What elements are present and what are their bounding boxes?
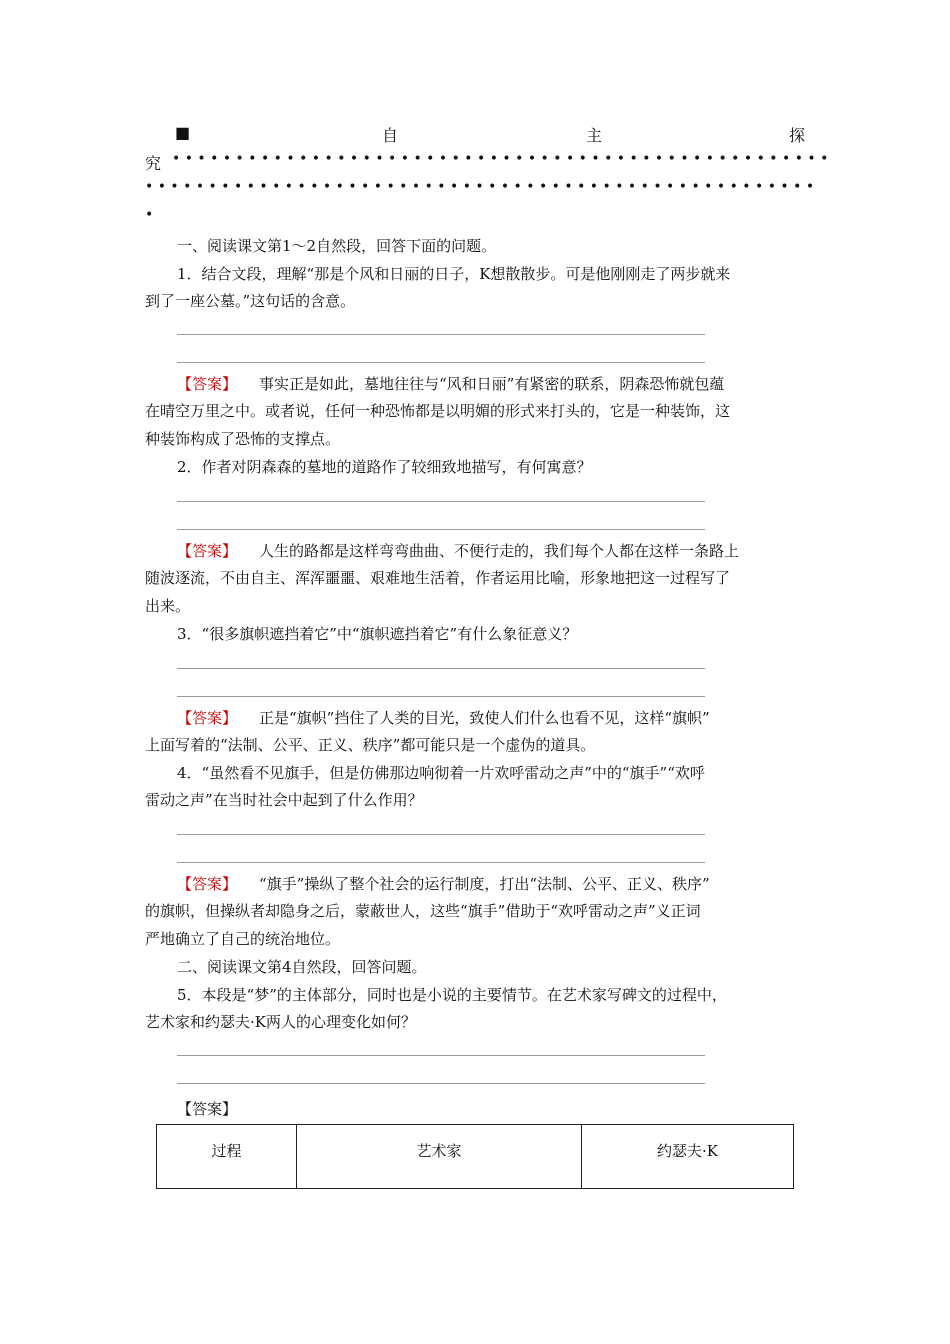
answer-4-line-3: 严地确立了自己的统治地位。 (145, 930, 341, 948)
answer-text: 事实正是如此，墓地往往与“风和日丽”有紧密的联系，阴森恐怖就包蕴 (259, 375, 725, 393)
dot-leader-1: • • • • • • • • • • • • • • • • • • • • • • • • • • • • • • • • • • • • • • • • • • • • • • • • • • • • (172, 151, 829, 167)
answer-text: 人生的路都是这样弯弯曲曲、不便行走的，我们每个人都在这样一条路上 (259, 542, 740, 560)
answer-line (177, 1055, 705, 1056)
answer-line (177, 334, 705, 335)
answer-3-line-1 (177, 709, 710, 727)
answer-line (177, 501, 705, 502)
table-header-process: 过程 (157, 1125, 297, 1189)
answer-2-line-2: 随波逐流，不由自主、浑浑噩噩、艰难地生活着，作者运用比喻，形象地把这一过程写了 (145, 569, 731, 587)
process-table (156, 1124, 794, 1189)
answer-1-line-2: 在晴空万里之中。或者说，任何一种恐怖都是以明媚的形式来打头的，它是一种装饰，这 (145, 402, 731, 420)
heading-marker: ■ (175, 123, 191, 142)
heading-char-2: 主 (586, 126, 603, 145)
dot-leader-3: • (145, 207, 154, 223)
answer-line (177, 529, 705, 530)
answer-text: 正是“旗帜”挡住了人类的目光，致使人们什么也看不见，这样“旗帜” (259, 709, 710, 727)
section-2-title: 二、阅读课文第4自然段，回答问题。 (177, 958, 427, 976)
question-1-line-2: 到了一座公墓。”这句话的含意。 (145, 292, 356, 310)
answer-2-line-3: 出来。 (145, 597, 191, 615)
answer-label: 【答案】 (177, 542, 238, 560)
answer-4-line-1 (177, 875, 710, 893)
answer-line (177, 362, 705, 363)
heading-char-3: 探 (789, 126, 806, 145)
answer-5-label: 【答案】 (177, 1100, 238, 1118)
section-1-title: 一、阅读课文第1～2自然段，回答下面的问题。 (177, 237, 497, 255)
answer-line (177, 834, 705, 835)
answer-1-line-3: 种装饰构成了恐怖的支撑点。 (145, 430, 341, 448)
question-5-line-1: 5．本段是“梦”的主体部分，同时也是小说的主要情节。在艺术家写碑文的过程中， (177, 986, 727, 1004)
answer-1-line-1 (177, 375, 724, 393)
table-header-row (157, 1125, 794, 1189)
heading-char-1: 自 (382, 126, 399, 145)
answer-line (177, 696, 705, 697)
dot-leader-2: • • • • • • • • • • • • • • • • • • • • • • • • • • • • • • • • • • • • • • • • • • • • • • • • • • • • • (145, 179, 815, 195)
table-header-artist: 艺术家 (297, 1125, 582, 1189)
answer-label: 【答案】 (177, 709, 238, 727)
question-2-line-1: 2．作者对阴森森的墓地的道路作了较细致地描写，有何寓意？ (177, 458, 592, 476)
answer-line (177, 1083, 705, 1084)
answer-text: “旗手”操纵了整个社会的运行制度，打出“法制、公平、正义、秩序” (259, 875, 710, 893)
answer-3-line-2: 上面写着的“法制、公平、正义、秩序”都可能只是一个虚伪的道具。 (145, 736, 596, 754)
answer-2-line-1 (177, 542, 739, 560)
question-4-line-2: 雷动之声”在当时社会中起到了什么作用？ (145, 791, 423, 809)
answer-label: 【答案】 (177, 375, 238, 393)
question-4-line-1: 4．“虽然看不见旗手，但是仿佛那边响彻着一片欢呼雷动之声”中的“旗手”“欢呼 (177, 764, 705, 782)
answer-label: 【答案】 (177, 875, 238, 893)
answer-line (177, 668, 705, 669)
question-1-line-1: 1．结合文段，理解“那是个风和日丽的日子，K想散散步。可是他刚刚走了两步就来 (177, 265, 731, 283)
heading-char-4: 究 (145, 154, 162, 173)
question-3-line-1: 3．“很多旗帜遮挡着它”中“旗帜遮挡着它”有什么象征意义？ (177, 625, 578, 643)
question-5-line-2: 艺术家和约瑟夫·K两人的心理变化如何？ (145, 1013, 416, 1031)
table-header-josef-k: 约瑟夫·K (582, 1125, 794, 1189)
answer-4-line-2: 的旗帜，但操纵者却隐身之后，蒙蔽世人，这些“旗手”借助于“欢呼雷动之声”义正词 (145, 902, 701, 920)
answer-line (177, 862, 705, 863)
